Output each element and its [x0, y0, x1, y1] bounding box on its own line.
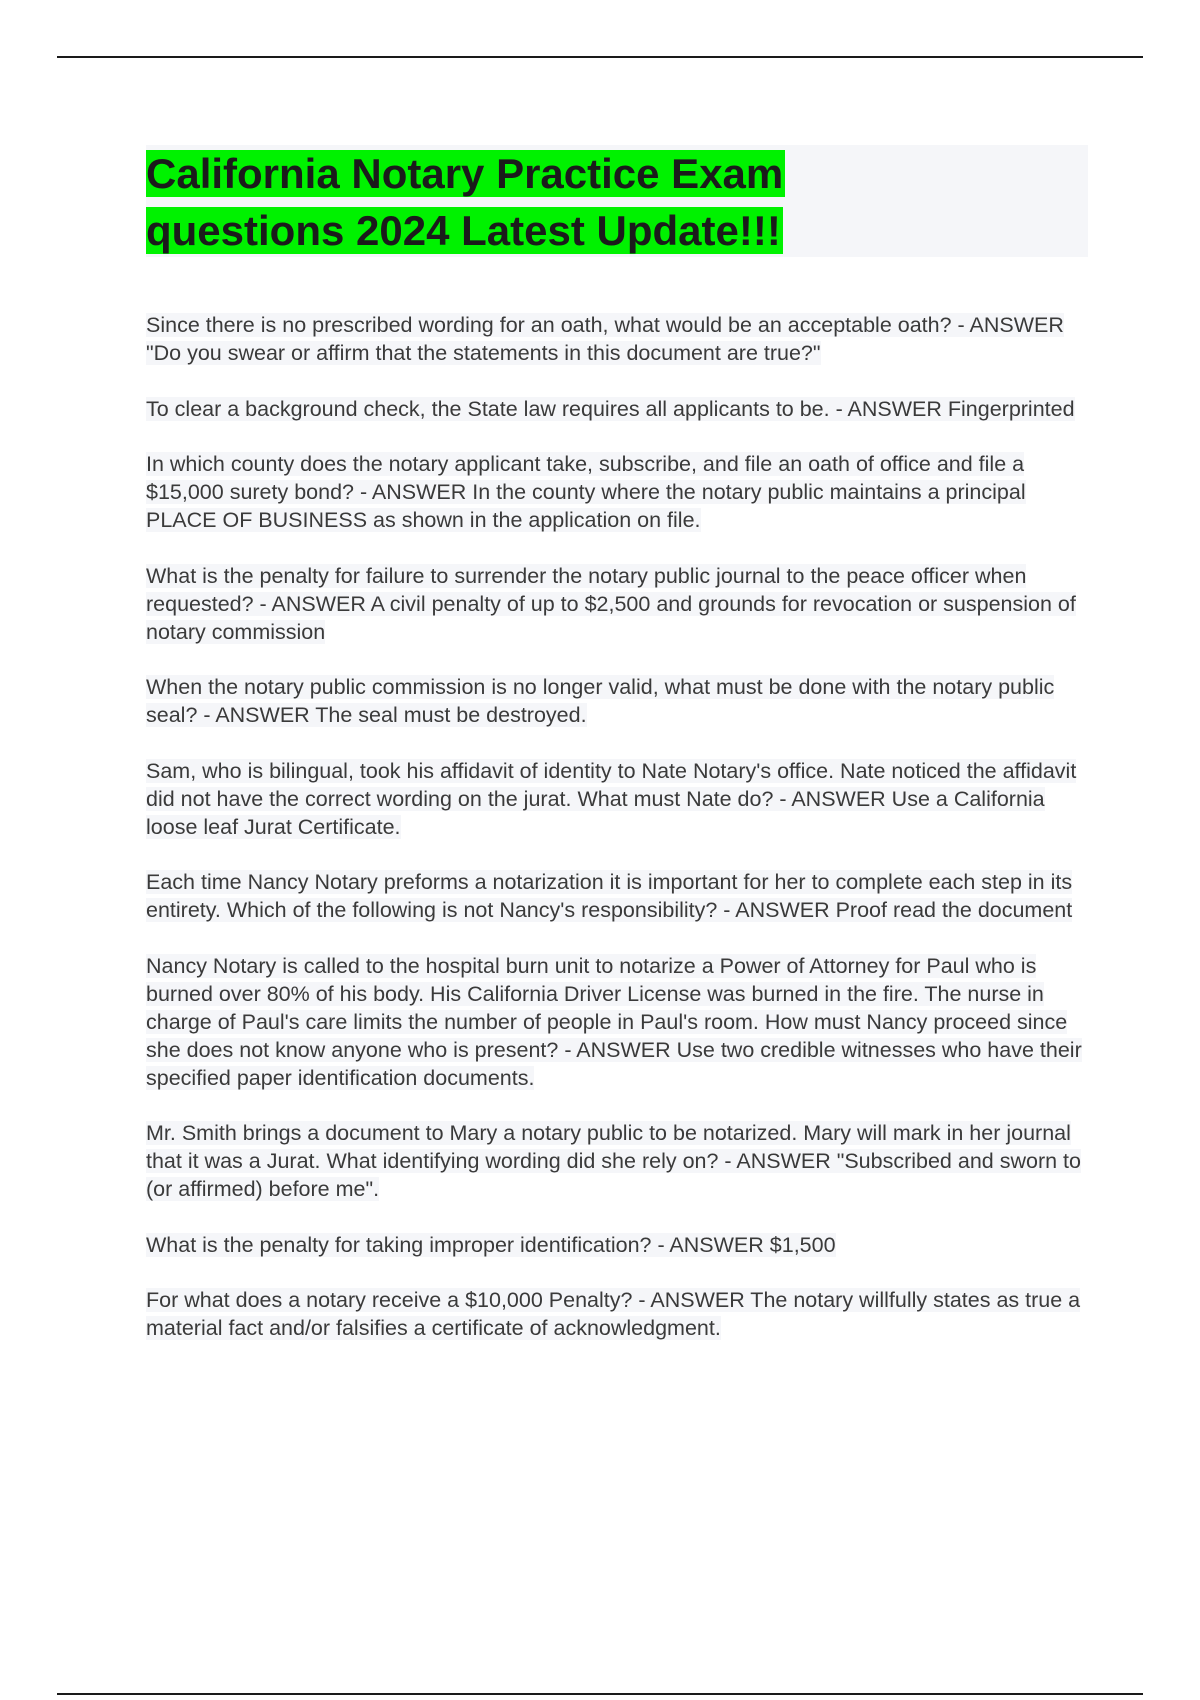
qa-list	[146, 311, 1091, 1370]
qa-item	[146, 757, 1091, 841]
qa-item	[146, 1119, 1091, 1203]
qa-item-text: What is the penalty for failure to surrender the notary public journal to the peace officer when requested? - ANSWER A civil penalty of up to $2,500 and grounds for revocation or suspension of notary commission	[146, 563, 1076, 644]
qa-item-text: Each time Nancy Notary preforms a notarization it is important for her to complete each step in its entirety. Which of the following is not Nancy's responsibility? - ANSWER Proof read the document	[146, 870, 1073, 922]
qa-item	[146, 1286, 1091, 1342]
document-title	[146, 145, 878, 259]
qa-item-text: Nancy Notary is called to the hospital burn unit to notarize a Power of Attorney for Paul who is burned over 80% of his body. His California Driver License was burned in the fire. The nurse in charge of Paul's care limits the number of people in Paul's room. How must Nancy proceed since she does not know anyone who is present? - ANSWER Use two credible witnesses who have their specified paper identification documents.	[146, 953, 1082, 1090]
qa-item	[146, 450, 1091, 534]
qa-item-text: What is the penalty for taking improper identification? - ANSWER $1,500	[146, 1232, 836, 1257]
qa-item	[146, 673, 1091, 729]
qa-item-text: When the notary public commission is no longer valid, what must be done with the notary public seal? - ANSWER The seal must be destroyed.	[146, 675, 1055, 727]
qa-item	[146, 952, 1091, 1092]
qa-item	[146, 868, 1091, 924]
qa-item	[146, 562, 1091, 646]
qa-item-text: Sam, who is bilingual, took his affidavit of identity to Nate Notary's office. Nate noticed the affidavit did not have the correct wording on the jurat. What must Nate do? - ANSWER Use a California loose leaf Jurat Certificate.	[146, 758, 1077, 839]
bottom-rule	[57, 1693, 1143, 1695]
qa-item	[146, 395, 1091, 423]
qa-item-text: Since there is no prescribed wording for an oath, what would be an acceptable oath? - ANSWER "Do you swear or affirm that the statements in this document are true?"	[146, 313, 1064, 365]
top-rule	[57, 56, 1143, 58]
document-title-text: California Notary Practice Exam questions 2024 Latest Update!!!	[146, 150, 784, 254]
qa-item-text: For what does a notary receive a $10,000 Penalty? - ANSWER The notary willfully states as true a material fact and/or falsifies a certificate of acknowledgment.	[146, 1288, 1081, 1340]
qa-item	[146, 311, 1091, 367]
qa-item-text: In which county does the notary applicant take, subscribe, and file an oath of office and file a $15,000 surety bond? - ANSWER In the county where the notary public maintains a principal PLACE OF BUSINESS as shown in the application on file.	[146, 452, 1026, 532]
qa-item-text: To clear a background check, the State law requires all applicants to be. - ANSWER Fingerprinted	[146, 396, 1075, 421]
qa-item	[146, 1231, 1091, 1259]
qa-item-text: Mr. Smith brings a document to Mary a notary public to be notarized. Mary will mark in her journal that it was a Jurat. What identifying wording did she rely on? - ANSWER "Subscribed and sworn to (or affirmed) before me".	[146, 1121, 1081, 1201]
